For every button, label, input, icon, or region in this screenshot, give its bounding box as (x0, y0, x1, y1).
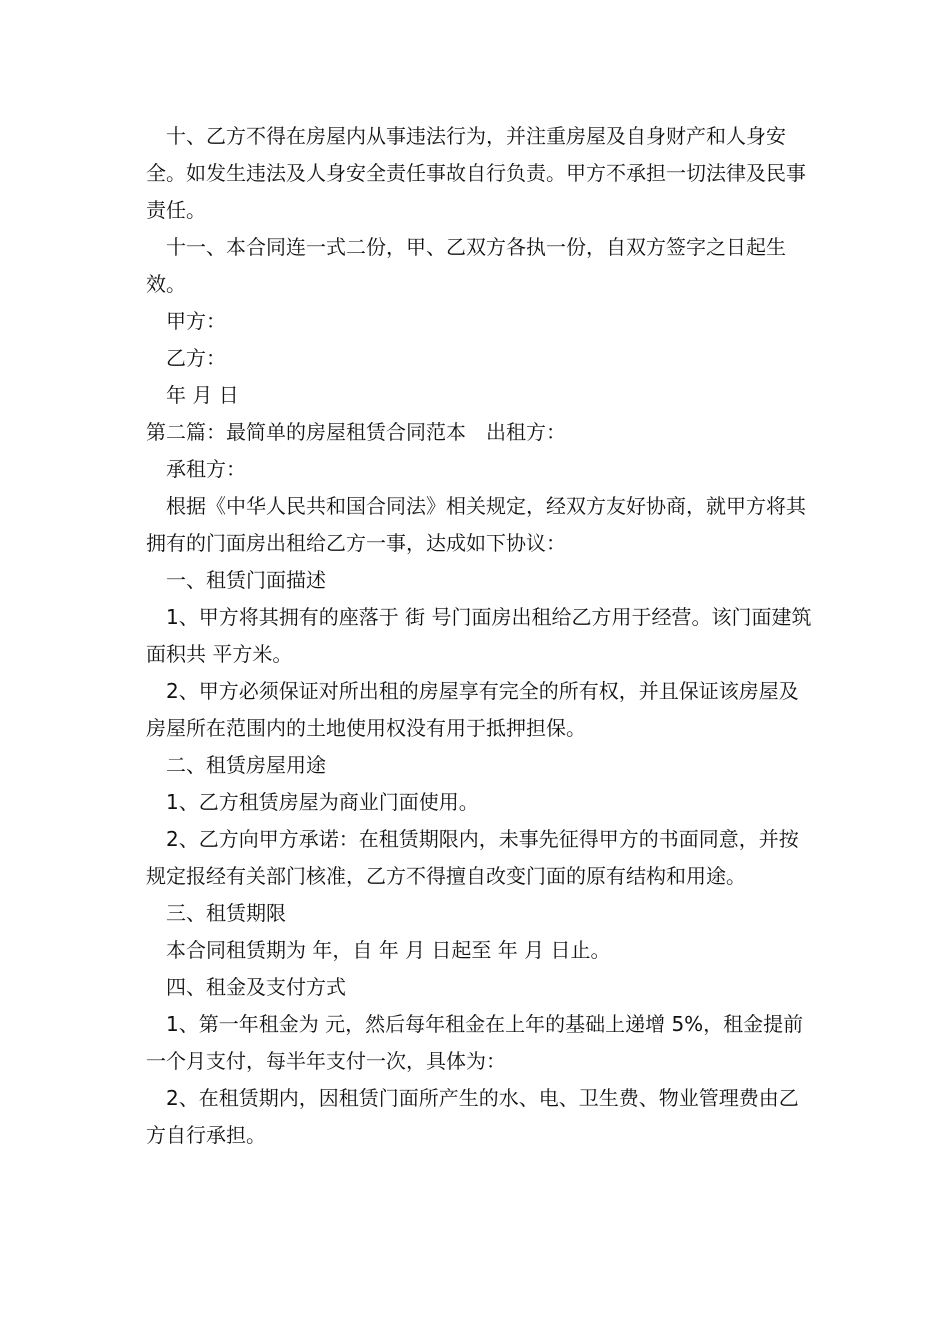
paragraph: 1、甲方将其拥有的座落于 街 号门面房出租给乙方用于经营。该门面建筑面积共 平方米。 (146, 605, 812, 666)
date-line: 年 月 日 (166, 383, 239, 407)
clause-heading: 一、租赁门面描述 (166, 568, 326, 592)
paragraph: 2、在租赁期内，因租赁门面所产生的水、电、卫生费、物业管理费由乙方自行承担。 (146, 1086, 799, 1147)
clause-heading: 二、租赁房屋用途 (166, 753, 326, 777)
paragraph: 本合同租赁期为 年，自 年 月 日起至 年 月 日止。 (166, 938, 611, 962)
paragraph: 承租方： (166, 457, 246, 481)
paragraph: 根据《中华人民共和国合同法》相关规定，经双方友好协商，就甲方将其拥有的门面房出租给乙方一事，达成如下协议： (146, 494, 806, 555)
clause-heading: 三、租赁期限 (166, 901, 286, 925)
paragraph: 2、甲方必须保证对所出租的房屋享有完全的所有权，并且保证该房屋及房屋所在范围内的土地使用权没有用于抵押担保。 (146, 679, 799, 740)
section-heading: 第二篇：最简单的房屋租赁合同范本 出租方： (146, 420, 566, 444)
paragraph: 2、乙方向甲方承诺：在租赁期限内，未事先征得甲方的书面同意，并按规定报经有关部门核准，乙方不得擅自改变门面的原有结构和用途。 (146, 827, 799, 888)
clause-heading: 四、租金及支付方式 (166, 975, 346, 999)
paragraph: 1、乙方租赁房屋为商业门面使用。 (166, 790, 479, 814)
paragraph: 十、乙方不得在房屋内从事违法行为，并注重房屋及自身财产和人身安全。如发生违法及人身安全责任事故自行负责。甲方不承担一切法律及民事责任。 (146, 124, 806, 222)
document-body (146, 118, 814, 1154)
paragraph: 1、第一年租金为 元，然后每年租金在上年的基础上递增 5%，租金提前一个月支付，每半年支付一次，具体为： (146, 1012, 804, 1073)
signature-line-party-b: 乙方： (166, 346, 226, 370)
paragraph: 十一、本合同连一式二份，甲、乙双方各执一份，自双方签字之日起生效。 (146, 235, 786, 296)
signature-line-party-a: 甲方： (166, 309, 226, 333)
